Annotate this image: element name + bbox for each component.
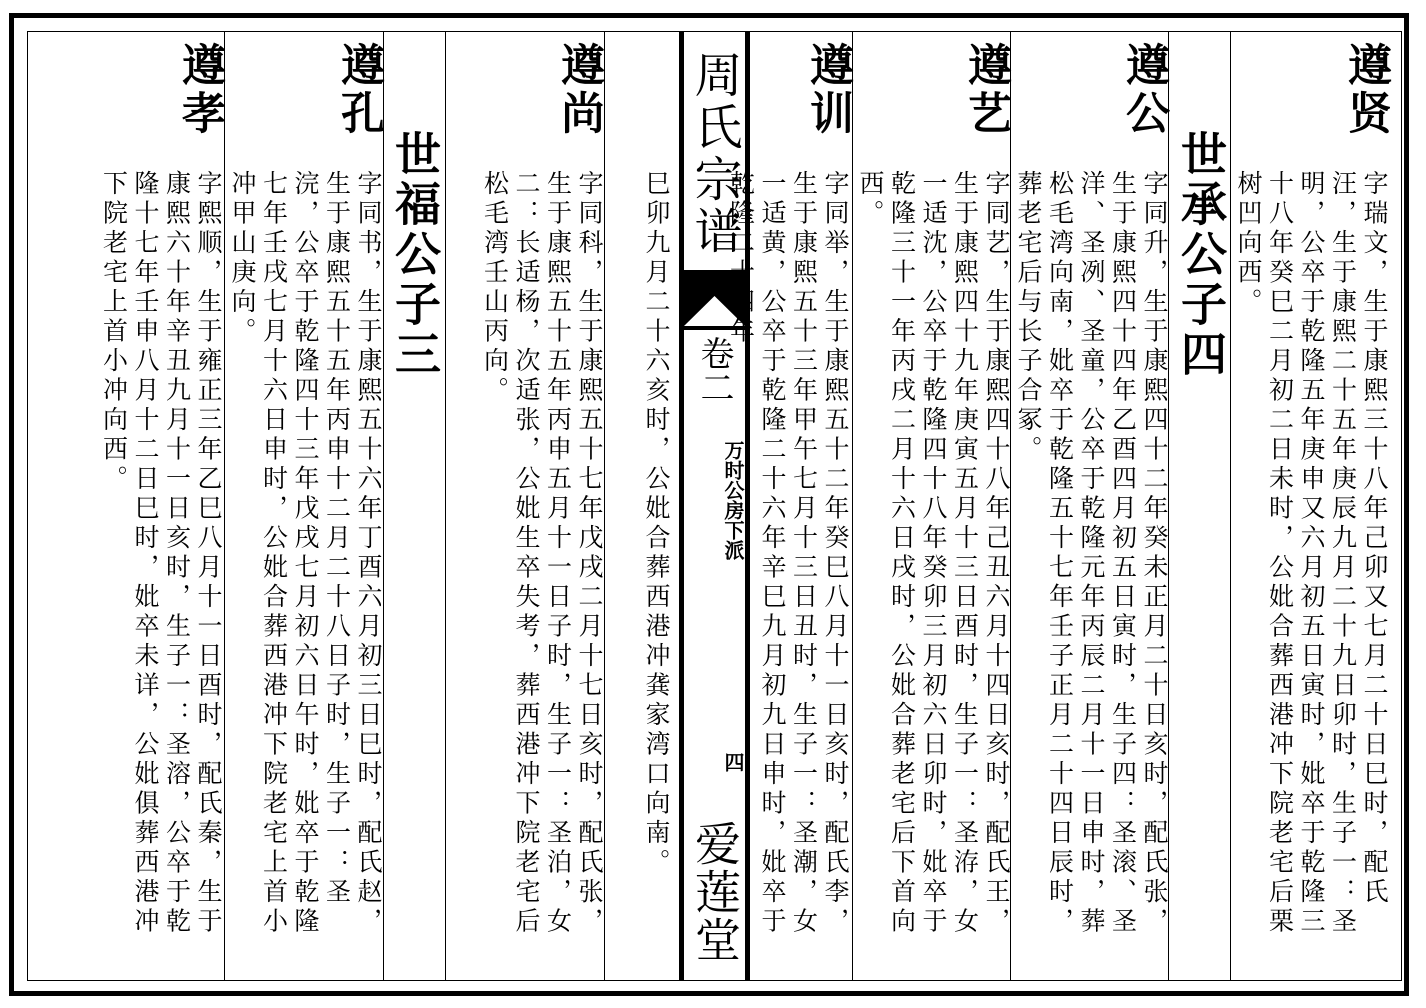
entry-text-zunxian: 字瑞文，生于康熙三十八年己卯又七月二十日巳时，配氏汪，生于康熙二十五年庚辰九月二十九日卯时，生子一：圣明，公卒于乾隆五年庚申又六月初五日寅时，妣卒于乾隆三十八年癸巳二月初二日未时，公妣合葬西港冲下院老宅后栗树凹向西。 [1234,170,1389,937]
entry-name-zunkong: 遵孔 [333,42,384,138]
volume-label: 卷二 [694,336,734,404]
genealogy-title: 周氏宗谱 [686,50,742,258]
column-divider [445,31,446,981]
entry-text-continuation: 巳卯九月二十六亥时，公妣合葬西港冲龚家湾口向南。 [642,170,671,878]
entry-name-zungong: 遵公 [1118,42,1169,138]
generation-heading-shifu: 世福公子三 [388,130,442,380]
entry-name-zunxian: 遵贤 [1340,42,1391,138]
spine-border-left [679,31,684,981]
entry-text-zunxun: 字同举，生于康熙五十二年癸巳八月十一日亥时，配氏李，生于康熙五十三年甲午七月十三日丑时，生子一：圣潮，女一适黄，公卒于乾隆二十六年辛巳九月初九日申时，妣卒于乾隆二十四年 [726,170,850,937]
hall-name: 爱莲堂 [688,820,742,964]
entry-text-zunshang: 字同科，生于康熙五十七年戊戌二月十七日亥时，配氏张，生于康熙五十五年丙申五月十一日子时，生子一：圣泊，女二：长适杨，次适张，公妣生卒失考，葬西港冲下院老宅后松毛湾壬山丙向。 [480,170,604,937]
entry-name-zunxun: 遵训 [802,42,853,138]
entry-text-zunxiao: 字熙顺，生于雍正三年乙巳八月十一日酉时，配氏秦，生于康熙六十年辛丑九月十一日亥时，生子一：圣溶，公卒于乾隆十七年壬申八月十二日巳时，妣卒未详，公妣俱葬西港冲下院老宅上首小冲向西。 [99,170,223,937]
generation-heading-shicheng: 世承公子四 [1174,130,1228,380]
entry-name-zunshang: 遵尚 [553,42,604,138]
column-divider [1230,31,1231,981]
entry-text-zunyi: 字同艺，生于康熙四十八年己丑六月十四日亥时，配氏王，生于康熙四十九年庚寅五月十三日酉时，生子一：圣洊，女一适沈，公卒于乾隆四十八年癸卯三月初六日卯时，妣卒于乾隆三十一年丙戌二月十六日戌时，公妣合葬老宅后下首向西。 [856,170,1011,937]
column-divider [224,31,225,981]
entry-text-zunkong: 字同书，生于康熙五十六年丁酉六月初三日巳时，配氏赵，生于康熙五十五年丙申十二月二十八日子时，生子一：圣浣，公卒于乾隆四十三年戊戌七月初六日午时，妣卒于乾隆七年壬戌七月十六日申时，公妣合葬西港冲下院老宅上首小冲甲山庚向。 [228,170,383,937]
branch-label: 万时公房下派 [721,440,745,560]
entry-name-zunxiao: 遵孝 [174,42,225,138]
entry-text-zungong: 字同升，生于康熙四十二年癸未正月二十日亥时，配氏张，生于康熙四十四年乙酉四月初五日寅时，生子四：圣滚、圣洋、圣冽、圣童，公卒于乾隆元年丙辰二月十一日申时，葬松毛湾向南，妣卒于乾隆五十七年壬子正月二十四日辰时，葬老宅后与长子合冢。 [1014,170,1169,937]
column-divider [852,31,853,981]
page-number: 四 [721,752,745,772]
entry-name-zunyi: 遵艺 [960,42,1011,138]
